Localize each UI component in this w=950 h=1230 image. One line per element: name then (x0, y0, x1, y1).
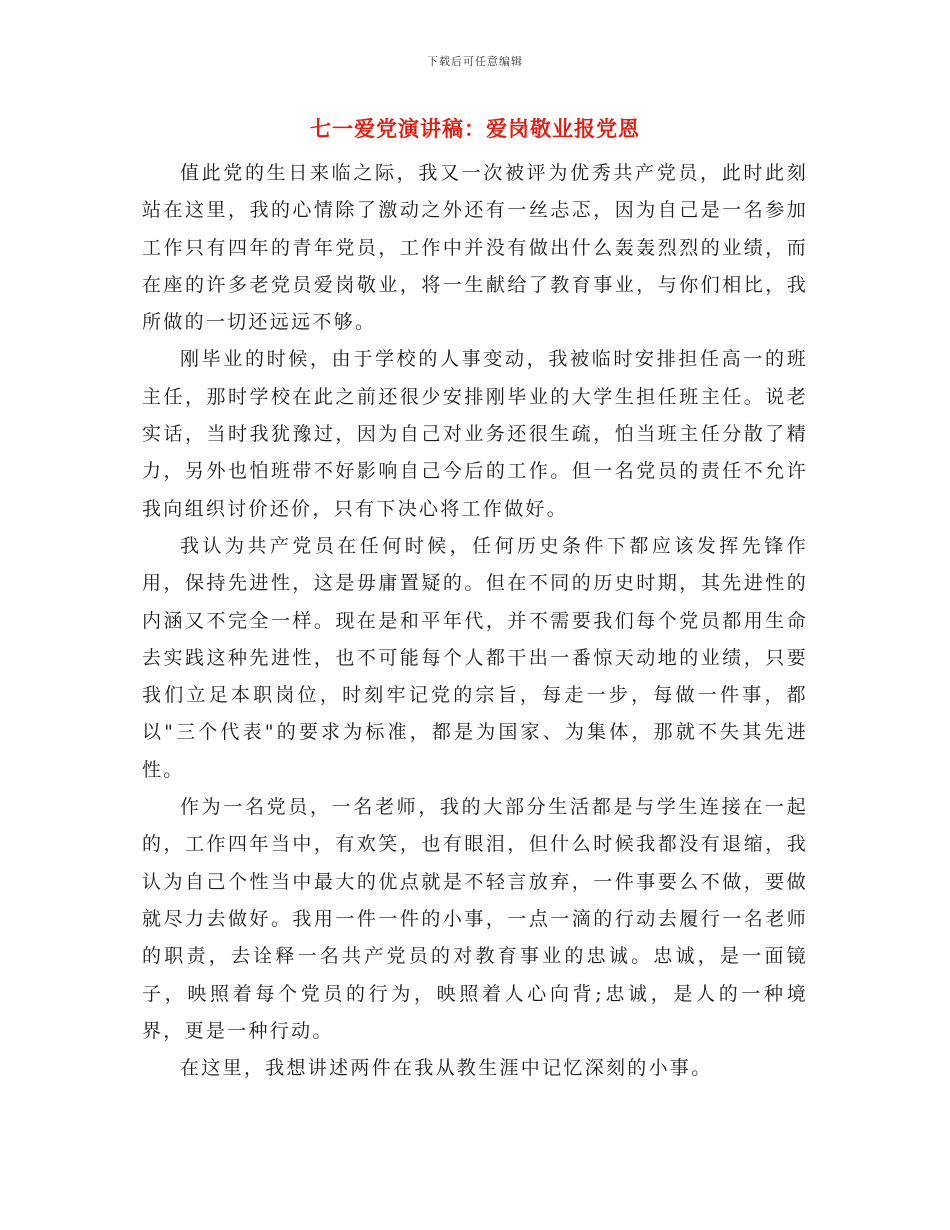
paragraph: 作为一名党员，一名老师，我的大部分生活都是与学生连接在一起的，工作四年当中，有欢笑，也有眼泪，但什么时候我都没有退缩，我认为自己个性当中最大的优点就是不轻言放弃，一件事要么不做，要做就尽力去做好。我用一件一件的小事，一点一滴的行动去履行一名老师的职责，去诠释一名共产党员的对教育事业的忠诚。忠诚，是一面镜子，映照着每个党员的行为，映照着人心向背;忠诚，是人的一种境界，更是一种行动。 (142, 796, 808, 1042)
paragraph: 值此党的生日来临之际，我又一次被评为优秀共产党员，此时此刻站在这里，我的心情除了激动之外还有一丝忐忑，因为自己是一名参加工作只有四年的青年党员，工作中并没有做出什么轰轰烈烈的业绩，而在座的许多老党员爱岗敬业，将一生献给了教育事业，与你们相比，我所做的一切还远远不够。 (142, 162, 808, 334)
paragraph: 在这里，我想讲述两件在我从教生涯中记忆深刻的小事。 (180, 1057, 713, 1080)
document-body (142, 155, 808, 1087)
paragraph: 我认为共产党员在任何时候，任何历史条件下都应该发挥先锋作用，保持先进性，这是毋庸置疑的。但在不同的历史时期，其先进性的内涵又不完全一样。现在是和平年代，并不需要我们每个党员都用生命去实践这种先进性，也不可能每个人都干出一番惊天动地的业绩，只要我们立足本职岗位，时刻牢记党的宗旨，每走一步，每做一件事，都以"三个代表"的要求为标准，都是为国家、为集体，那就不失其先进性。 (142, 534, 808, 781)
document-title: 七一爱党演讲稿：爱岗敬业报党恩 (310, 117, 640, 141)
header-note: 下载后可任意编辑 (427, 55, 523, 68)
paragraph: 刚毕业的时候，由于学校的人事变动，我被临时安排担任高一的班主任，那时学校在此之前还很少安排刚毕业的大学生担任班主任。说老实话，当时我犹豫过，因为自己对业务还很生疏，怕当班主任分散了精力，另外也怕班带不好影响自己今后的工作。但一名党员的责任不允许我向组织讨价还价，只有下决心将工作做好。 (142, 348, 808, 520)
